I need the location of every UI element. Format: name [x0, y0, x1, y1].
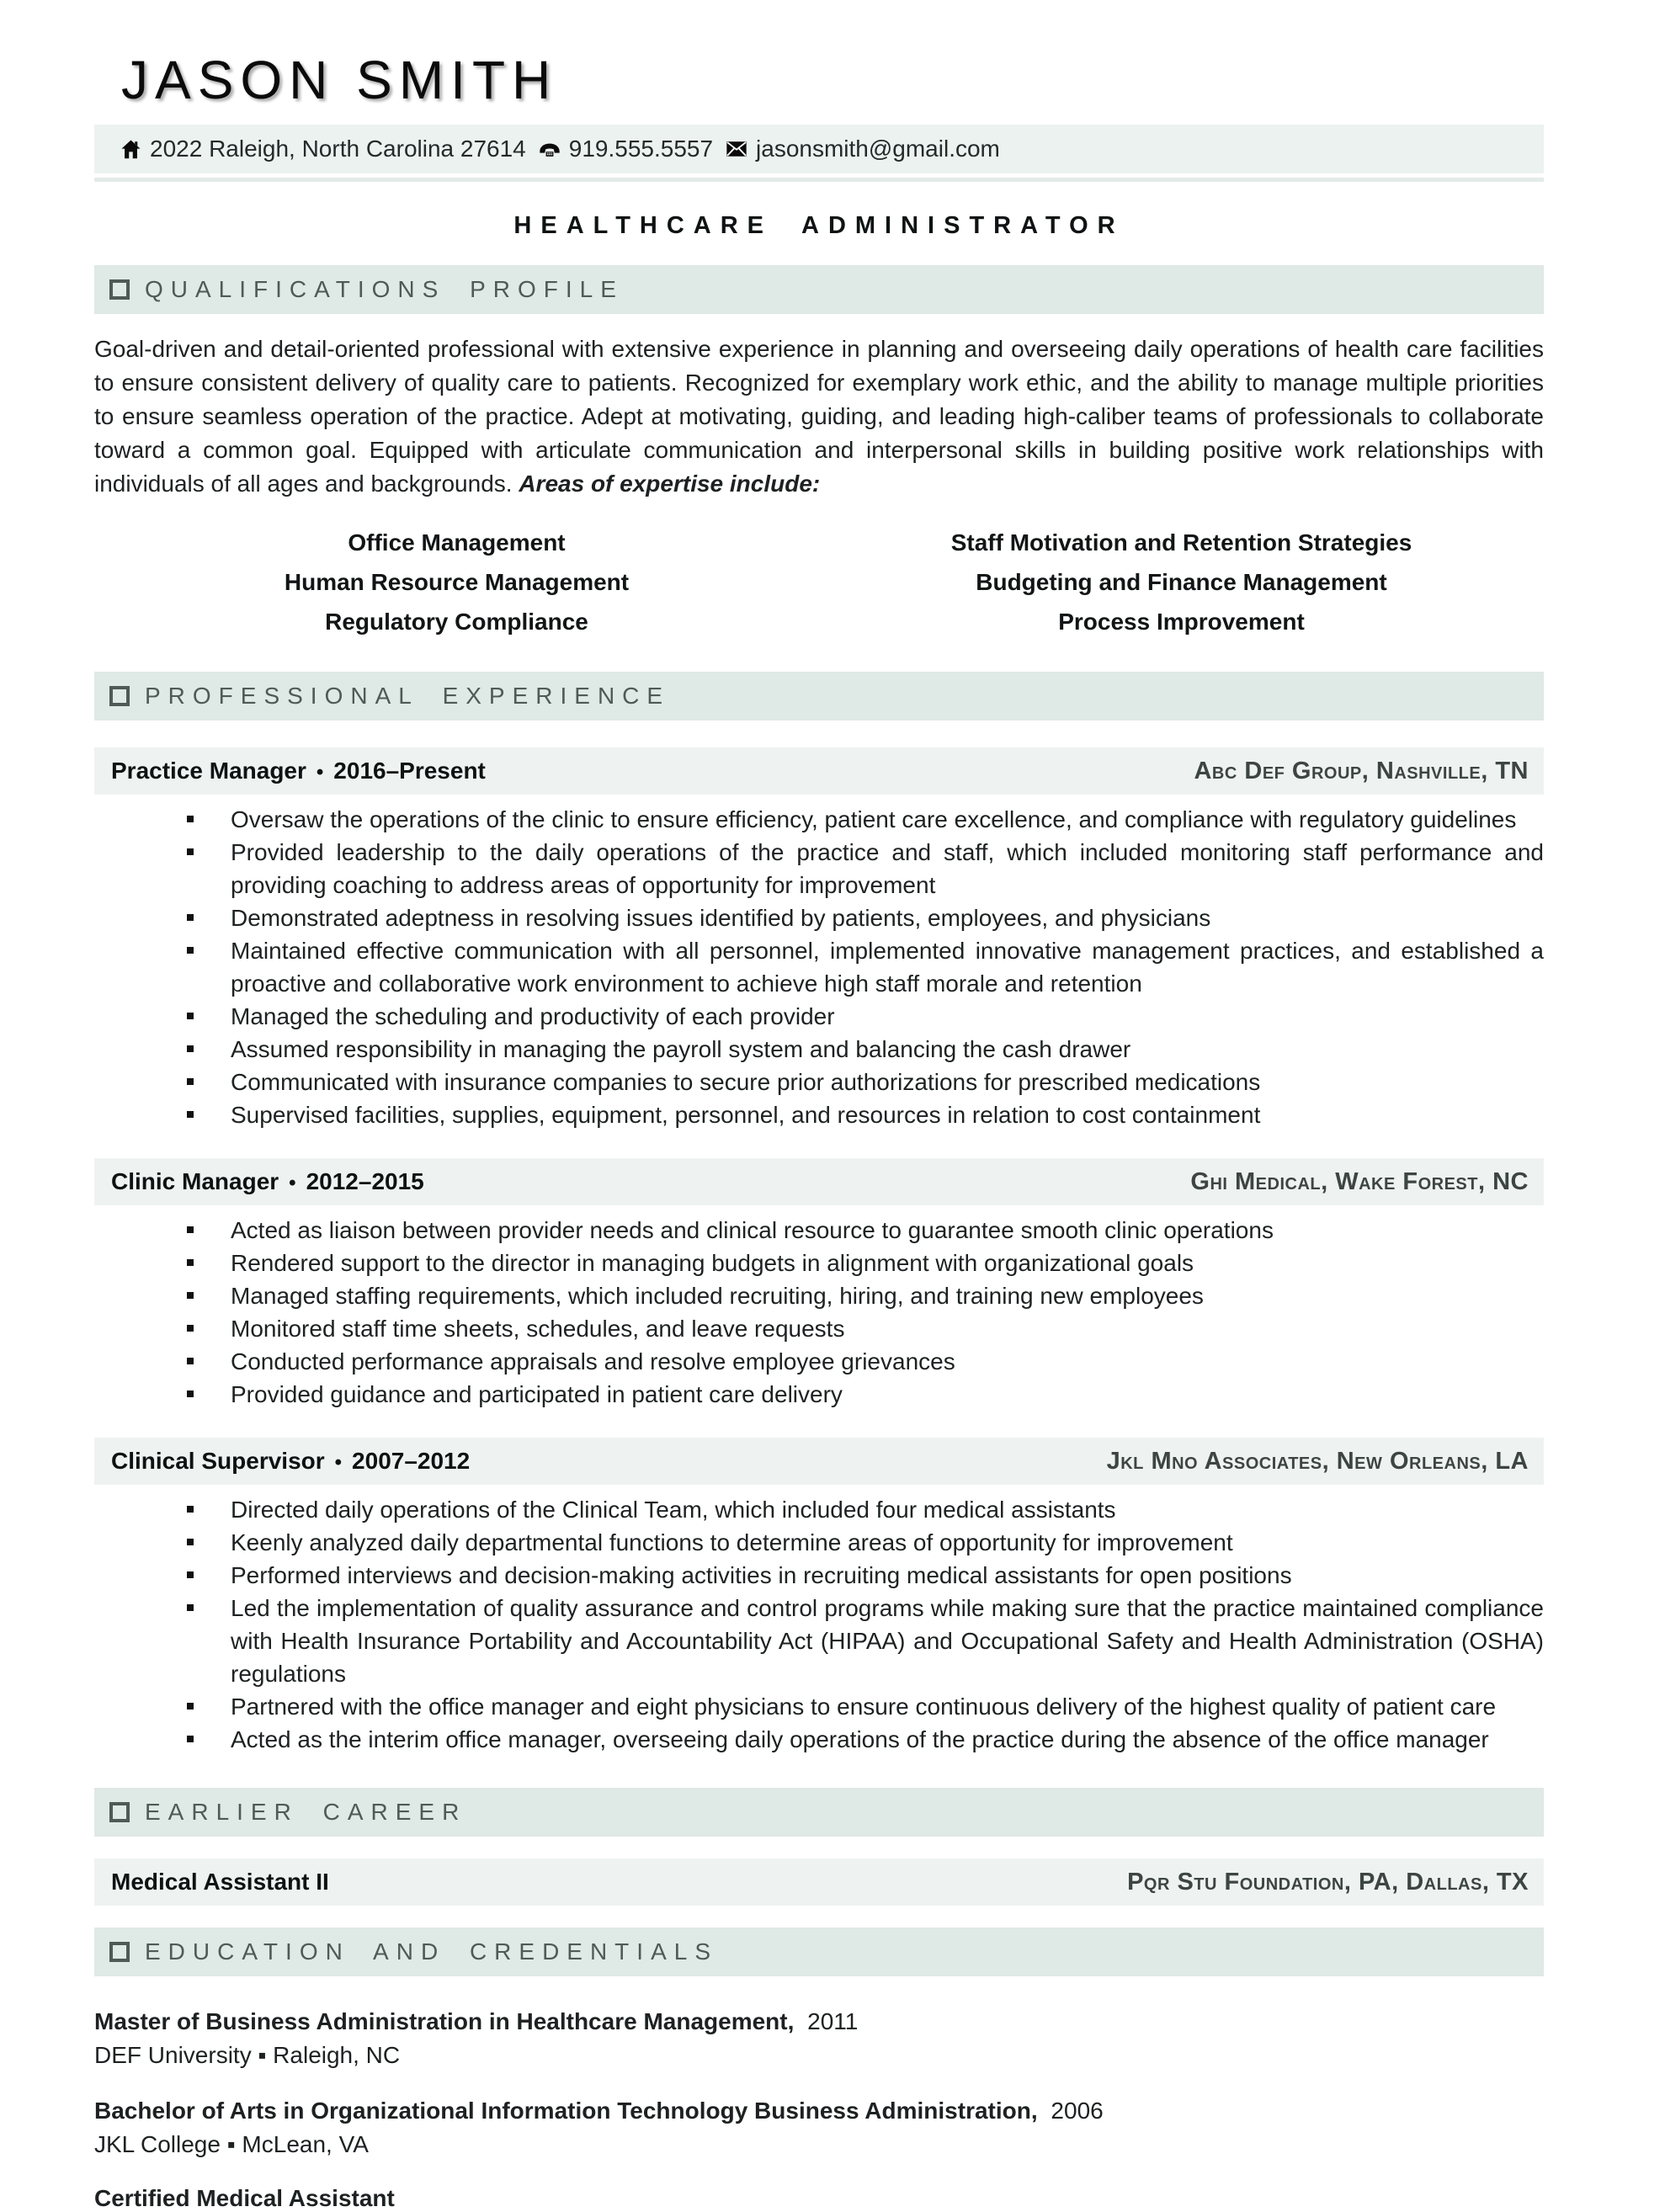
square-bullet-icon	[187, 1571, 194, 1578]
expertise-item: Budgeting and Finance Management	[976, 569, 1387, 595]
square-bullet-icon	[187, 1736, 194, 1742]
section-square-icon	[109, 1942, 130, 1962]
degree-year: 2006	[1051, 2098, 1104, 2124]
bullet-item: Maintained effective communication with all personnel, implemented innovative management practices, and established a proactive and collaborative work environment to achieve high staff morale and retention	[94, 934, 1544, 1000]
envelope-icon	[725, 137, 748, 161]
contact-address	[120, 136, 526, 162]
bullet-item: Managed staffing requirements, which included recruiting, hiring, and training new employees	[94, 1279, 1544, 1312]
square-bullet-icon	[187, 1506, 194, 1513]
job-company: Jkl Mno Associates, New Orleans, LA	[1106, 1447, 1529, 1475]
contact-phone-text: 919.555.5557	[568, 136, 714, 162]
bullet-item: Directed daily operations of the Clinical Team, which included four medical assistants	[94, 1493, 1544, 1526]
square-bullet-icon	[187, 1604, 194, 1611]
job-header-practice-manager	[94, 747, 1544, 795]
job-company: Pqr Stu Foundation, PA, Dallas, TX	[1127, 1868, 1529, 1896]
job-bullet-list	[94, 803, 1544, 1131]
bullet-item: Demonstrated adeptness in resolving issues identified by patients, employees, and physicians	[94, 901, 1544, 934]
square-bullet-icon	[187, 1226, 194, 1233]
job-title-dates	[111, 1869, 329, 1896]
bullet-item: Partnered with the office manager and eight physicians to ensure continuous delivery of the highest quality of patient care	[94, 1690, 1544, 1723]
bullet-item: Monitored staff time sheets, schedules, and leave requests	[94, 1312, 1544, 1345]
house-icon	[120, 138, 142, 161]
expertise-left-column	[94, 523, 819, 641]
contact-phone	[538, 136, 713, 162]
phone-icon	[538, 137, 561, 161]
degree-entry	[94, 2094, 1544, 2161]
job-title: Practice Manager	[111, 758, 306, 784]
square-bullet-icon	[187, 1390, 194, 1397]
square-bullet-icon	[187, 1111, 194, 1118]
job-company: Ghi Medical, Wake Forest, NC	[1190, 1167, 1529, 1195]
degree-title: Master of Business Administration in Healthcare Management,	[94, 2008, 795, 2034]
bullet-item: Acted as liaison between provider needs and clinical resource to guarantee smooth clinic operations	[94, 1214, 1544, 1247]
bullet-item: Communicated with insurance companies to secure prior authorizations for prescribed medications	[94, 1066, 1544, 1098]
contact-bar	[94, 125, 1544, 173]
job-separator: •	[334, 1451, 343, 1474]
square-bullet-icon	[187, 1703, 194, 1710]
contact-rule	[94, 178, 1544, 182]
bullet-item: Conducted performance appraisals and resolve employee grievances	[94, 1345, 1544, 1378]
expertise-item: Office Management	[348, 529, 566, 556]
square-bullet-icon	[187, 1292, 194, 1299]
expertise-item: Regulatory Compliance	[325, 609, 588, 635]
bullet-item: Rendered support to the director in managing budgets in alignment with organizational goals	[94, 1247, 1544, 1279]
job-dates: 2016–Present	[333, 758, 486, 784]
job-separator: •	[289, 1172, 296, 1194]
job-dates: 2007–2012	[352, 1448, 471, 1474]
section-heading-text: EDUCATION AND CREDENTIALS	[145, 1938, 718, 1965]
expertise-item: Staff Motivation and Retention Strategies	[950, 529, 1412, 556]
expertise-right-column	[819, 523, 1544, 641]
bullet-item: Keenly analyzed daily departmental functions to determine areas of opportunity for improvement	[94, 1526, 1544, 1559]
qualifications-summary	[94, 332, 1544, 501]
job-company: Abc Def Group, Nashville, TN	[1194, 757, 1529, 784]
job-header-medical-assistant	[94, 1858, 1544, 1906]
degree-title-line	[94, 2005, 1544, 2039]
expertise-item: Human Resource Management	[284, 569, 630, 595]
degree-school: DEF University ▪ Raleigh, NC	[94, 2042, 401, 2068]
bullet-item: Led the implementation of quality assurance and control programs while making sure that the practice maintained compliance with Health Insurance Portability and Accountability Act (HIPAA) and Occupational Safety and Health Administration (OSHA) regulations	[94, 1592, 1544, 1690]
square-bullet-icon	[187, 914, 194, 921]
bullet-item: Performed interviews and decision-making activities in recruiting medical assistants for open positions	[94, 1559, 1544, 1592]
certification-text: Certified Medical Assistant	[94, 2185, 395, 2211]
bullet-item: Acted as the interim office manager, overseeing daily operations of the practice during the absence of the office manager	[94, 1723, 1544, 1756]
contact-email	[725, 136, 1000, 162]
bullet-item: Supervised facilities, supplies, equipment, personnel, and resources in relation to cost containment	[94, 1098, 1544, 1131]
contact-address-text: 2022 Raleigh, North Carolina 27614	[150, 136, 526, 162]
section-heading-text: EARLIER CAREER	[145, 1799, 467, 1825]
bullet-item: Provided guidance and participated in patient care delivery	[94, 1378, 1544, 1411]
bullet-item: Assumed responsibility in managing the payroll system and balancing the cash drawer	[94, 1033, 1544, 1066]
square-bullet-icon	[187, 1013, 194, 1019]
expertise-columns	[94, 523, 1544, 641]
section-square-icon	[109, 1802, 130, 1822]
square-bullet-icon	[187, 848, 194, 855]
job-title: Clinic Manager	[111, 1168, 279, 1194]
job-title-dates	[111, 1448, 470, 1475]
degree-title-line	[94, 2094, 1544, 2128]
square-bullet-icon	[187, 1358, 194, 1364]
square-bullet-icon	[187, 1259, 194, 1266]
degree-year: 2011	[807, 2008, 859, 2034]
summary-emphasis: Areas of expertise include:	[519, 471, 821, 497]
job-title-dates	[111, 1168, 424, 1195]
square-bullet-icon	[187, 1045, 194, 1052]
section-square-icon	[109, 686, 130, 706]
degree-entry	[94, 2005, 1544, 2072]
summary-text: Goal-driven and detail-oriented professional with extensive experience in planning and overseeing daily operations of health care facilities to ensure consistent delivery of quality care to patients. Recognized for exemplary work ethic, and the ability to manage multiple priorities to ensure seamless operation of the practice. Adept at motivating, guiding, and leading high-caliber teams of professionals to collaborate toward a common goal. Equipped with articulate communication and interpersonal skills in building positive work relationships with individuals of all ages and backgrounds.	[94, 336, 1544, 497]
candidate-name: JASON SMITH	[121, 50, 558, 110]
bullet-item: Oversaw the operations of the clinic to ensure efficiency, patient care excellence, and compliance with regulatory guidelines	[94, 803, 1544, 836]
section-education-credentials	[94, 1928, 1544, 1976]
job-title: Medical Assistant II	[111, 1869, 329, 1895]
square-bullet-icon	[187, 1539, 194, 1545]
bullet-item: Provided leadership to the daily operations of the practice and staff, which included monitoring staff performance and providing coaching to address areas of opportunity for improvement	[94, 836, 1544, 901]
expertise-item: Process Improvement	[1058, 609, 1305, 635]
job-headline: HEALTHCARE ADMINISTRATOR	[513, 212, 1125, 239]
job-separator: •	[316, 761, 324, 784]
job-bullet-list	[94, 1493, 1544, 1756]
job-title: Clinical Supervisor	[111, 1448, 325, 1474]
degree-title: Bachelor of Arts in Organizational Information Technology Business Administration,	[94, 2098, 1038, 2124]
bullet-item: Managed the scheduling and productivity of each provider	[94, 1000, 1544, 1033]
square-bullet-icon	[187, 1325, 194, 1332]
contact-email-text: jasonsmith@gmail.com	[756, 136, 1000, 162]
section-heading-text: QUALIFICATIONS PROFILE	[145, 276, 624, 302]
degree-school: JKL College ▪ McLean, VA	[94, 2131, 369, 2157]
section-heading-text: PROFESSIONAL EXPERIENCE	[145, 683, 671, 709]
job-header-clinic-manager	[94, 1158, 1544, 1205]
job-dates: 2012–2015	[306, 1168, 424, 1194]
job-header-clinical-supervisor	[94, 1438, 1544, 1485]
square-bullet-icon	[187, 947, 194, 954]
square-bullet-icon	[187, 1078, 194, 1085]
section-professional-experience	[94, 672, 1544, 720]
section-square-icon	[109, 279, 130, 300]
section-qualifications-profile	[94, 265, 1544, 314]
section-earlier-career	[94, 1788, 1544, 1837]
resume-page	[0, 49, 1665, 2212]
job-title-dates	[111, 758, 486, 784]
job-bullet-list	[94, 1214, 1544, 1411]
square-bullet-icon	[187, 816, 194, 822]
